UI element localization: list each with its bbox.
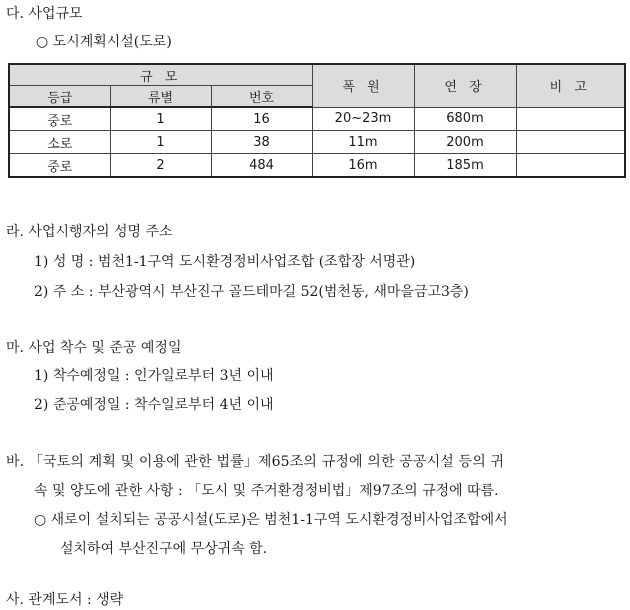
section-ra-item-address: 2) 주 소 : 부산광역시 부산진구 골드테마길 52(범천동, 새마을금고3층)	[34, 284, 469, 300]
section-ba-line3: ○ 새로이 설치되는 공공시설(도로)은 범천1-1구역 도시환경정비사업조합에서	[34, 512, 508, 528]
header-width: 폭 원	[312, 64, 414, 107]
cell-type: 1	[110, 107, 211, 131]
cell-grade: 중로	[9, 107, 110, 131]
section-ma-heading: 마. 사업 착수 및 준공 예정일	[6, 340, 182, 356]
cell-width: 16m	[312, 154, 414, 178]
cell-length: 200m	[414, 131, 516, 154]
header-number: 번호	[211, 86, 312, 108]
cell-length: 185m	[414, 154, 516, 178]
header-type: 류별	[110, 86, 211, 108]
cell-note	[516, 154, 625, 178]
section-ba-line4: 설치하여 부산진구에 무상귀속 함.	[60, 541, 268, 557]
cell-length: 680m	[414, 107, 516, 131]
cell-grade: 소로	[9, 131, 110, 154]
cell-width: 20~23m	[312, 107, 414, 131]
cell-width: 11m	[312, 131, 414, 154]
header-note: 비 고	[516, 64, 625, 107]
header-grade: 등급	[9, 86, 110, 108]
table-row	[9, 154, 625, 178]
section-sa-heading: 사. 관계도서 : 생략	[6, 592, 124, 608]
table-row	[9, 107, 625, 131]
section-ba-line2: 속 및 양도에 관한 사항 : 「도시 및 주거환경정비법」제97조의 규정에 따름.	[34, 483, 499, 499]
cell-number: 16	[211, 107, 312, 131]
table-row	[9, 131, 625, 154]
cell-type: 2	[110, 154, 211, 178]
scale-table	[8, 63, 626, 178]
section-ma-item-complete: 2) 준공예정일 : 착수일로부터 4년 이내	[34, 397, 274, 413]
cell-note	[516, 107, 625, 131]
cell-number: 484	[211, 154, 312, 178]
cell-type: 1	[110, 131, 211, 154]
section-ra-heading: 라. 사업시행자의 성명 주소	[6, 224, 173, 240]
section-ma-item-start: 1) 착수예정일 : 인가일로부터 3년 이내	[34, 368, 274, 384]
header-length: 연 장	[414, 64, 516, 107]
cell-number: 38	[211, 131, 312, 154]
cell-grade: 중로	[9, 154, 110, 178]
header-group-scale: 규 모	[9, 64, 312, 86]
section-da-heading: 다. 사업규모	[6, 6, 83, 22]
section-ba-line1: 바. 「국토의 계획 및 이용에 관한 법률」제65조의 규정에 의한 공공시설 등의 귀	[6, 454, 505, 470]
cell-note	[516, 131, 625, 154]
section-da-subheading: ○ 도시계획시설(도로)	[36, 34, 172, 50]
section-ra-item-name: 1) 성 명 : 범천1-1구역 도시환경정비사업조합 (조합장 서명관)	[34, 254, 416, 270]
